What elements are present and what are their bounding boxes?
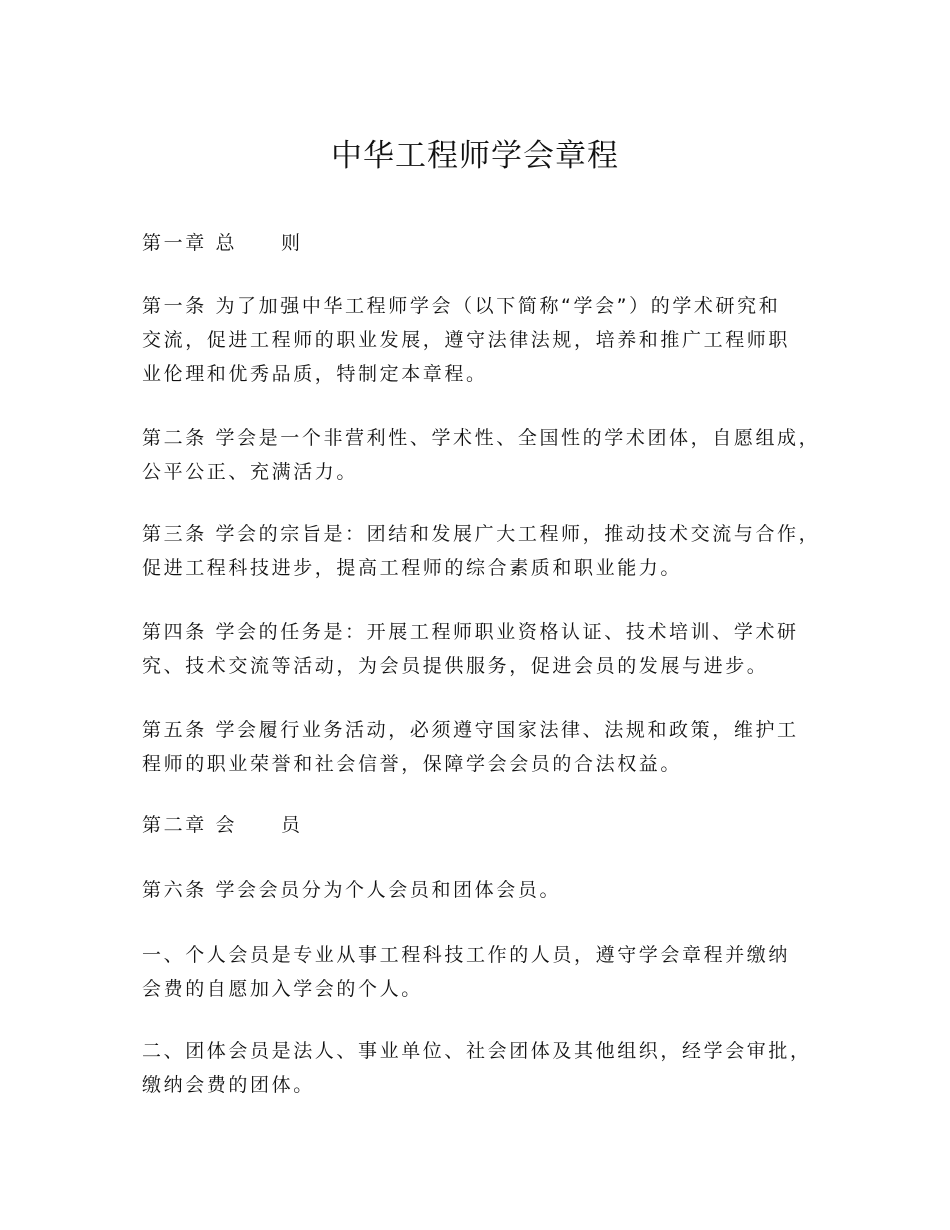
- paragraph-line: 会费的自愿加入学会的个人。: [142, 978, 423, 1000]
- paragraph-line: 一、个人会员是专业从事工程科技工作的人员，遵守学会章程并缴纳: [142, 944, 791, 966]
- chapter-heading-prefix: 第一章 总: [142, 232, 238, 254]
- chapter-heading-suffix: 则: [281, 232, 303, 254]
- list-paragraph: [142, 938, 832, 1006]
- article-paragraph: [142, 517, 832, 585]
- article-paragraph: [142, 873, 832, 907]
- paragraph-line: 交流，促进工程师的职业发展，遵守法律法规，培养和推广工程师职: [142, 329, 791, 351]
- chapter-heading-prefix: 第二章 会: [142, 814, 238, 836]
- paragraph-line: 第六条 学会会员分为个人会员和团体会员。: [142, 879, 562, 901]
- chapter-heading-suffix: 员: [281, 814, 303, 836]
- paragraph-line: 公平公正、充满活力。: [142, 461, 359, 483]
- paragraph-line: 促进工程科技进步，提高工程师的综合素质和职业能力。: [142, 557, 683, 579]
- paragraph-line: 缴纳会费的团体。: [142, 1074, 315, 1096]
- list-paragraph: [142, 1034, 832, 1102]
- document-title: 中华工程师学会章程: [331, 138, 619, 174]
- paragraph-line: 第二条 学会是一个非营利性、学术性、全国性的学术团体，自愿组成，: [142, 427, 821, 449]
- paragraph-line: 第一条 为了加强中华工程师学会（以下简称“学会”）的学术研究和: [142, 295, 781, 317]
- article-paragraph: [142, 615, 832, 683]
- article-paragraph: [142, 421, 832, 489]
- paragraph-line: 第五条 学会履行业务活动，必须遵守国家法律、法规和政策，维护工: [142, 719, 799, 741]
- paragraph-line: 业伦理和优秀品质，特制定本章程。: [142, 363, 488, 385]
- article-paragraph: [142, 713, 832, 781]
- paragraph-line: 二、团体会员是法人、事业单位、社会团体及其他组织，经学会审批，: [142, 1040, 812, 1062]
- paragraph-line: 究、技术交流等活动，为会员提供服务，促进会员的发展与进步。: [142, 655, 769, 677]
- paragraph-line: 第三条 学会的宗旨是：团结和发展广大工程师，推动技术交流与合作，: [142, 523, 821, 545]
- chapter-heading: [142, 226, 832, 260]
- paragraph-line: 程师的职业荣誉和社会信誉，保障学会会员的合法权益。: [142, 753, 683, 775]
- paragraph-line: 第四条 学会的任务是：开展工程师职业资格认证、技术培训、学术研: [142, 621, 799, 643]
- article-paragraph: [142, 289, 832, 391]
- chapter-heading: [142, 808, 832, 842]
